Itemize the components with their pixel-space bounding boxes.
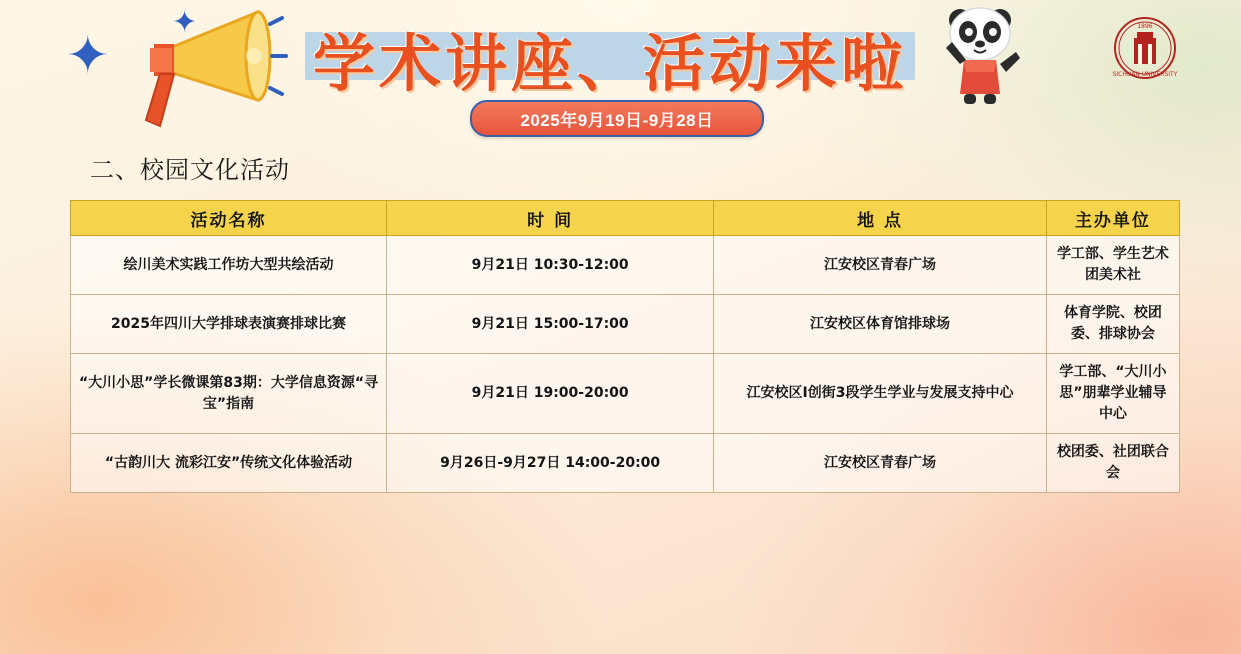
page-title: 学术讲座、活动来啦 — [312, 27, 907, 100]
panda-mascot-icon — [930, 2, 1030, 106]
cell-organizer: 校团委、社团联合会 — [1046, 434, 1179, 493]
table-row — [71, 434, 1180, 493]
cell-place: 江安校区青春广场 — [714, 434, 1047, 493]
cell-activity-name: 绘川美术实践工作坊大型共绘活动 — [71, 236, 387, 295]
cell-place: 江安校区青春广场 — [714, 236, 1047, 295]
cell-activity-name: 2025年四川大学排球表演赛排球比赛 — [71, 295, 387, 354]
column-header-organizer: 主办单位 — [1046, 201, 1179, 236]
svg-text:SICHUAN UNIVERSITY: SICHUAN UNIVERSITY — [1112, 71, 1178, 78]
schedule-table — [70, 200, 1180, 493]
cell-activity-name: “大川小思”学长微课第83期：大学信息资源“寻宝”指南 — [71, 354, 387, 434]
column-header-time: 时 间 — [387, 201, 714, 236]
table-header-row — [71, 201, 1180, 236]
table-row — [71, 295, 1180, 354]
sparkle-icon: ✦ — [66, 27, 110, 85]
cell-time: 9月26日-9月27日 14:00-20:00 — [387, 434, 714, 493]
megaphone-icon — [130, 4, 290, 132]
column-header-place: 地 点 — [714, 201, 1047, 236]
poster-header — [0, 0, 1241, 150]
svg-text:1896: 1896 — [1137, 23, 1153, 30]
section-heading: 二、校园文化活动 — [90, 156, 290, 184]
sparkle-icon: ✦ — [172, 6, 198, 39]
table-row — [71, 354, 1180, 434]
sichuan-university-logo — [1090, 14, 1200, 90]
cell-organizer: 体育学院、校团委、排球协会 — [1046, 295, 1179, 354]
date-range-badge: 2025年9月19日-9月28日 — [470, 100, 764, 137]
cell-organizer: 学工部、学生艺术团美术社 — [1046, 236, 1179, 295]
cell-time: 9月21日 10:30-12:00 — [387, 236, 714, 295]
cell-organizer: 学工部、“大川小思”朋辈学业辅导中心 — [1046, 354, 1179, 434]
cell-activity-name: “古韵川大 流彩江安”传统文化体验活动 — [71, 434, 387, 493]
cell-place: 江安校区体育馆排球场 — [714, 295, 1047, 354]
cell-time: 9月21日 15:00-17:00 — [387, 295, 714, 354]
cell-time: 9月21日 19:00-20:00 — [387, 354, 714, 434]
column-header-activity-name: 活动名称 — [71, 201, 387, 236]
cell-place: 江安校区I创街3段学生学业与发展支持中心 — [714, 354, 1047, 434]
schedule-table-container — [70, 200, 1180, 493]
table-row — [71, 236, 1180, 295]
